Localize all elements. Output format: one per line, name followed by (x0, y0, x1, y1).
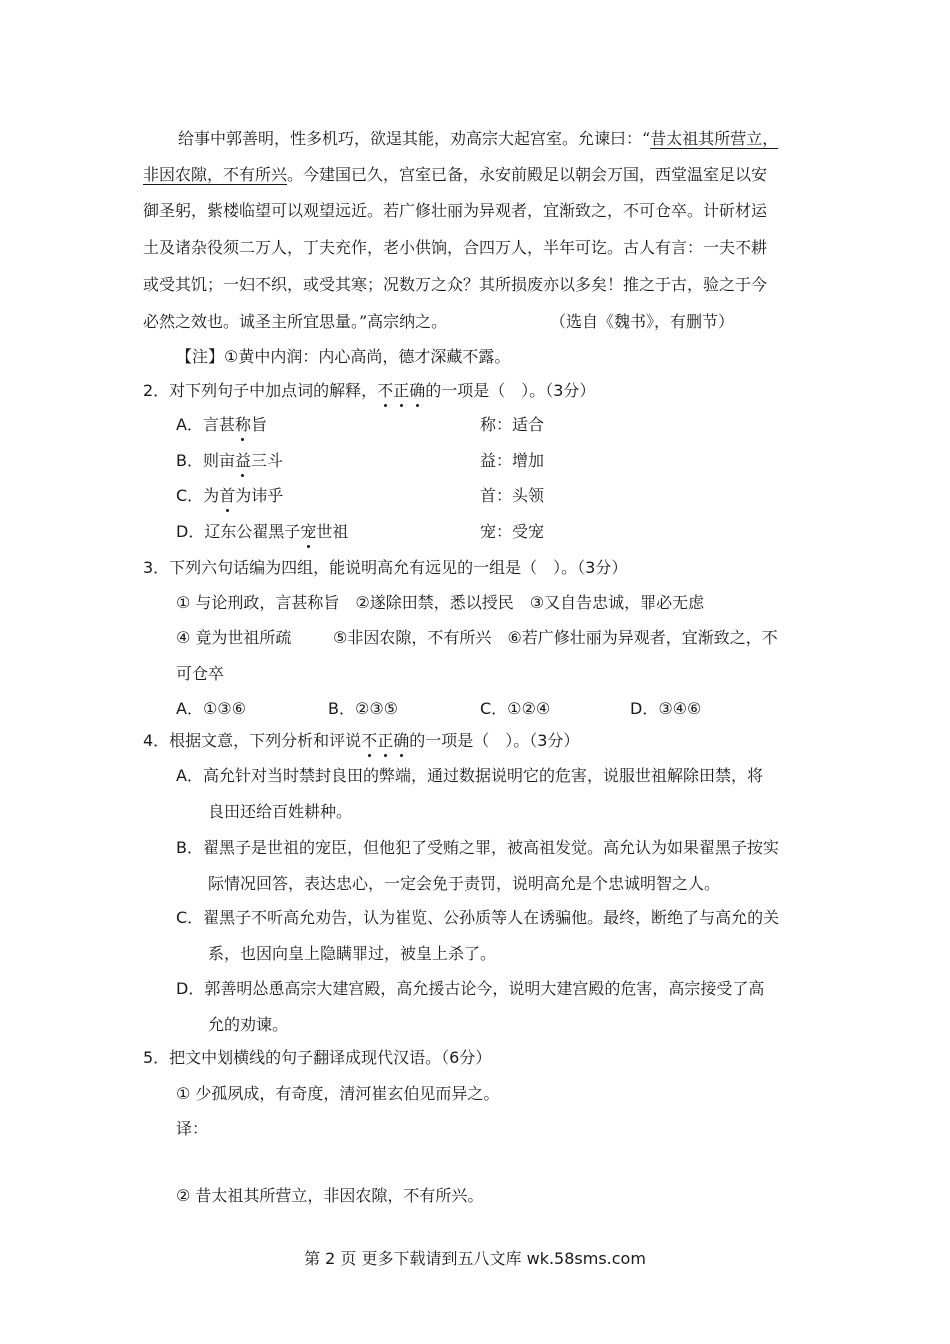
q2-option-d (176, 522, 348, 542)
passage-source: （选自《魏书》，有删节） (550, 312, 735, 331)
dotted-char: 正 (393, 381, 410, 400)
q2-stem-text: 的一项是（ ）。（3分） (425, 381, 596, 400)
q4-option-a-line-2: 良田还给百姓耕种。 (208, 802, 353, 821)
q2-stem-text: 2．对下列句子中加点词的解释， (143, 381, 378, 400)
q5-translation-label: 译： (176, 1119, 209, 1138)
q4-option-b-line-1: B．翟黑子是世祖的宠臣，但他犯了受贿之罪，被高祖发觉。高允认为如果翟黑子按实 (176, 838, 779, 857)
passage-text: 。今建国已久，宫室已备，永安前殿足以朝会万国，西堂温室足以安 (287, 165, 768, 184)
q4-option-c-line-2: 系，也因向皇上隐瞒罪过，被皇上杀了。 (208, 944, 497, 963)
q2-explanation-a: 称：适合 (480, 415, 545, 434)
dotted-char: 确 (393, 731, 410, 750)
q3-answer-b: B．②③⑤ (328, 699, 399, 718)
passage-line-5: 或受其饥；一妇不织，或受其寒；况数万之众？其所损废亦以多矣！推之于古，验之于今 (143, 275, 768, 294)
dotted-char: 首 (219, 486, 236, 505)
underlined-sentence: 非因农隙，不有所兴 (143, 165, 288, 184)
passage-line-2 (143, 165, 767, 185)
q3-answer-a: A．①③⑥ (176, 699, 246, 718)
option-text: B．则亩 (176, 451, 235, 470)
q3-stem: 3．下列六句话编为四组，能说明高允有远见的一组是（ ）。（3分） (143, 558, 628, 577)
q3-choices-row-2b: ⑤非因农隙，不有所兴 ⑥若广修壮丽为异观者，宜渐致之，不 (333, 628, 778, 647)
passage-text: 给事中郭善明，性多机巧，欲逞其能，劝高宗大起宫室。允谏曰：“ (178, 129, 651, 148)
dotted-char: 不 (361, 731, 378, 750)
passage-line-1 (178, 129, 778, 149)
dotted-char: 正 (377, 731, 394, 750)
dotted-char: 称 (234, 415, 251, 434)
q4-option-b-line-2: 际情况回答，表达忠心，一定会免于责罚，说明高允是个忠诚明智之人。 (208, 874, 721, 893)
option-text: 为讳乎 (235, 486, 284, 505)
q4-option-d-line-2: 允的劝谏。 (208, 1015, 289, 1034)
q3-choices-row-1: ① 与论刑政，言甚称旨 ②遂除田禁，悉以授民 ③又自告忠诚，罪必无虑 (176, 593, 705, 612)
q4-stem-text: 4．根据文意，下列分析和评说 (143, 731, 362, 750)
dotted-char: 宠 (300, 522, 317, 541)
q4-option-d-line-1: D．郭善明怂恿高宗大建宫殿，高允援古论今，说明大建宫殿的危害，高宗接受了高 (176, 979, 765, 998)
option-text: A．言甚 (176, 415, 235, 434)
passage-note: 【注】①黄中内润：内心高尚，德才深藏不露。 (176, 347, 511, 366)
q4-option-c-line-1: C．翟黑子不听高允劝告，认为崔览、公孙质等人在诱骗他。最终，断绝了与高允的关 (176, 908, 780, 927)
passage-line-4: 土及诸杂役须二万人，丁夫充作，老小供饷，合四万人，半年可讫。古人有言：一夫不耕 (143, 238, 768, 257)
q2-explanation-b: 益：增加 (480, 451, 545, 470)
option-text: C．为 (176, 486, 220, 505)
option-text: 世祖 (316, 522, 349, 541)
q2-explanation-d: 宠：受宠 (480, 522, 545, 541)
q2-option-a (176, 415, 267, 435)
q2-stem (143, 381, 595, 401)
q5-sentence-1: ① 少孤夙成，有奇度，清河崔玄伯见而异之。 (176, 1084, 500, 1103)
underlined-sentence: 昔太祖其所营立， (650, 129, 779, 148)
dotted-char: 益 (234, 451, 251, 470)
page-footer: 第 2 页 更多下载请到五八文库 wk.58sms.com (304, 1249, 646, 1268)
option-text: 三斗 (251, 451, 284, 470)
q3-choices-row-2a: ④ 竟为世祖所疏 (176, 628, 292, 647)
q5-stem: 5．把文中划横线的句子翻译成现代汉语。（6分） (143, 1048, 492, 1067)
passage-line-6: 必然之效也。诚圣主所宜思量。”高宗纳之。 (143, 312, 448, 331)
q2-option-c (176, 486, 283, 506)
option-text: 旨 (250, 415, 267, 434)
q3-answer-c: C．①②④ (480, 699, 551, 718)
q2-explanation-c: 首：头领 (480, 486, 545, 505)
dotted-char: 不 (377, 381, 394, 400)
q4-option-a-line-1: A．高允针对当时禁封良田的弊端，通过数据说明它的危害，说服世祖解除田禁，将 (176, 766, 763, 785)
q3-choices-row-3: 可仓卒 (176, 664, 225, 683)
q4-stem (143, 731, 579, 751)
passage-line-3: 御圣躬，紫楼临望可以观望远近。若广修壮丽为异观者，宜渐致之，不可仓卒。计斫材运 (143, 201, 768, 220)
q3-answer-d: D．③④⑥ (630, 699, 702, 718)
dotted-char: 确 (409, 381, 426, 400)
q2-option-b (176, 451, 283, 471)
q5-sentence-2: ② 昔太祖其所营立，非因农隙，不有所兴。 (176, 1186, 484, 1205)
option-text: D．辽东公翟黑子 (176, 522, 301, 541)
q4-stem-text: 的一项是（ ）。（3分） (409, 731, 580, 750)
